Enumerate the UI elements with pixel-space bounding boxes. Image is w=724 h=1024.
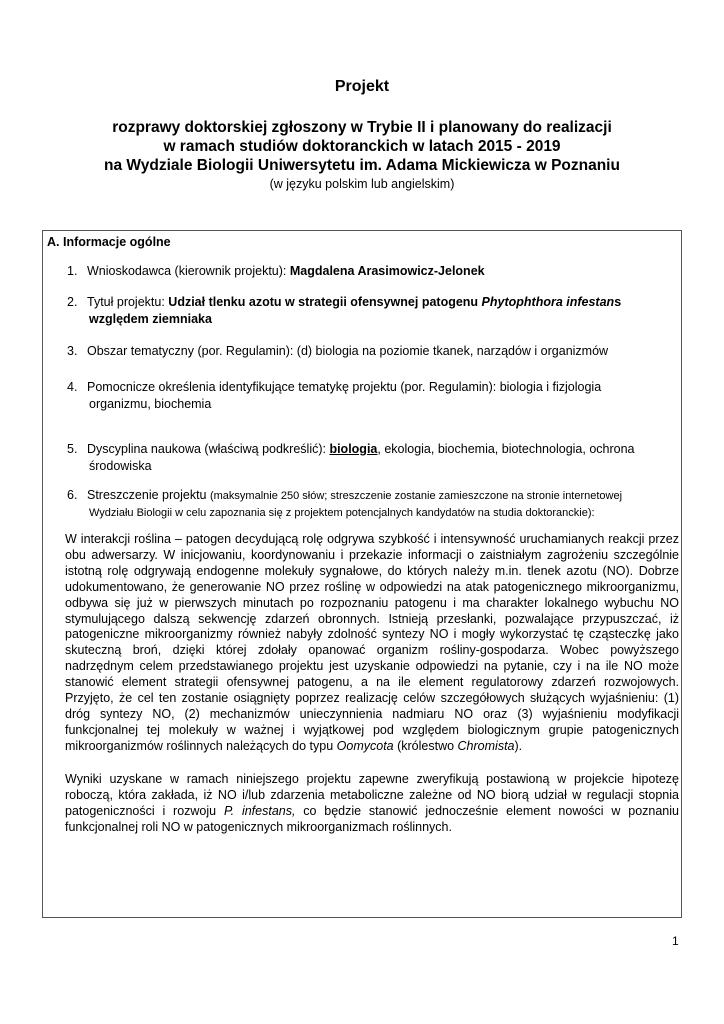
item-number: 1. — [67, 264, 78, 278]
item-note-line2: Wydziału Biologii w celu zapoznania się z projektem potencjalnych kandydatów na studia doktoranckie): — [89, 507, 595, 519]
item-applicant — [67, 263, 485, 280]
item-text: Dyscyplina naukowa (właściwą podkreślić): — [87, 442, 330, 456]
title-line-2: w ramach studiów doktoranckich w latach 2015 - 2019 — [163, 138, 561, 155]
title-species: Phytophthora infestan — [481, 295, 615, 309]
paragraph-text: Wyniki uzyskane w ramach niniejszego projektu zapewne zweryfikują postawioną w projekcie hipotezę roboczą, która zakłada, iż NO i/lub zdarzenia metaboliczne zależne od NO biorą udział w regulacji stopnia patogeniczności i rozwoju — [65, 772, 679, 818]
item-number: 5. — [67, 442, 78, 456]
paragraph-italic: P. infestans, — [223, 803, 296, 818]
title-text-line2: względem ziemniaka — [89, 312, 212, 326]
title-line-3: na Wydziale Biologii Uniwersytetu im. Adama Mickiewicza w Poznaniu — [104, 157, 620, 174]
item-abstract — [67, 487, 622, 522]
item-number: 3. — [67, 344, 78, 358]
paragraph-text: W interakcji roślina – patogen decydującą rolę odgrywa szybkość i intensywność uruchamianych reakcji przez obu adwersarzy. W inicjowaniu, koordynowaniu i przekazie informacji o zaistniałym zagrożeniu szczególnie istotną rolę odgrywają endogenne molekuły sygnałowe, do których należy m.in. tlenek azotu (NO). Dobrze udokumentowano, że generowanie NO przez roślinę w odpowiedzi na atak patogenicznego mikroorganizmu, odbywa się już w pierwszych minutach po rozpoznaniu patogenu i ma charakter lokalnego wybuchu NO stymulującego dalszą sekwencję zdarzeń obronnych. Istnieją przesłanki, pozwalające przypuszczać, iż patogeniczne mikroorganizmy również nabyły zdolność syntezy NO i mogły wykorzystać tę cząsteczkę jako skuteczną broń, dzięki której zdołały opanować organizm rośliny-gospodarza. Wobec powyższego nadrzędnym celem przedstawianego projektu jest uzyskanie odpowiedzi na pytanie, czy i na ile NO może stanowić element strategii ofensywnej patogenu, a na ile element regulatorowy zdarzeń rozwojowych. Przyjęto, że cel ten zostanie osiągnięty poprzez realizację celów szczegółowych służących wyjaśnieniu: (1) dróg syntezy NO, (2) mechanizmów unieczynnienia nadmiaru NO oraz (3) wyjaśnieniu modyfikacji funkcjonalnej tej molekuły w ważnej i wyjątkowej pod względem biologicznym grupie patogenicznych mikroorganizmów roślinnych należących do typu — [65, 532, 679, 753]
item-text-line2: organizmu, biochemia — [89, 397, 212, 411]
item-label: Tytuł projektu: — [87, 295, 169, 309]
item-subject-area — [67, 343, 608, 360]
selected-discipline: biologia — [329, 442, 378, 456]
applicant-name: Magdalena Arasimowicz-Jelonek — [289, 264, 485, 278]
paragraph-text: co będzie stanowić jednocześnie element nowości w poznaniu funkcjonalnej roli NO w patogenicznych mikroorganizmach roślinnych. — [65, 803, 679, 834]
title-block — [0, 118, 724, 175]
item-project-title — [67, 294, 621, 328]
title-suffix: s — [614, 295, 622, 309]
item-label: Wnioskodawca (kierownik projektu): — [87, 264, 290, 278]
language-note: (w języku polskim lub angielskim) — [269, 177, 455, 191]
item-text-line2: środowiska — [89, 459, 152, 473]
title-text: Udział tlenku azotu w strategii ofensywnej patogenu — [168, 295, 482, 309]
item-number: 6. — [67, 488, 78, 502]
abstract-paragraph-2 — [65, 772, 679, 836]
item-text-rest: , ekologia, biochemia, biotechnologia, ochrona — [377, 442, 635, 456]
paragraph-italic: Oomycota — [336, 738, 394, 753]
page-title: Projekt — [334, 78, 390, 95]
item-keywords — [67, 379, 601, 413]
general-info-section — [42, 230, 682, 918]
item-discipline — [67, 441, 635, 475]
paragraph-italic: Chromista — [457, 738, 515, 753]
title-line-1: rozprawy doktorskiej zgłoszony w Trybie II i planowany do realizacji — [112, 119, 612, 136]
abstract-paragraph-1 — [65, 532, 679, 755]
item-number: 4. — [67, 380, 78, 394]
item-text: Obszar tematyczny (por. Regulamin): (d) biologia na poziomie tkanek, narządów i organizmów — [87, 344, 609, 358]
page-number: 1 — [672, 934, 679, 948]
paragraph-text: ). — [514, 738, 523, 753]
item-label: Streszczenie projektu — [87, 488, 210, 502]
item-note: (maksymalnie 250 słów; streszczenie zostanie zamieszczone na stronie internetowej — [209, 490, 623, 502]
item-text: Pomocnicze określenia identyfikujące tematykę projektu (por. Regulamin): biologia i fizjologia — [87, 380, 602, 394]
paragraph-text: (królestwo — [393, 738, 458, 753]
item-number: 2. — [67, 295, 78, 309]
section-title: A. Informacje ogólne — [47, 235, 171, 249]
